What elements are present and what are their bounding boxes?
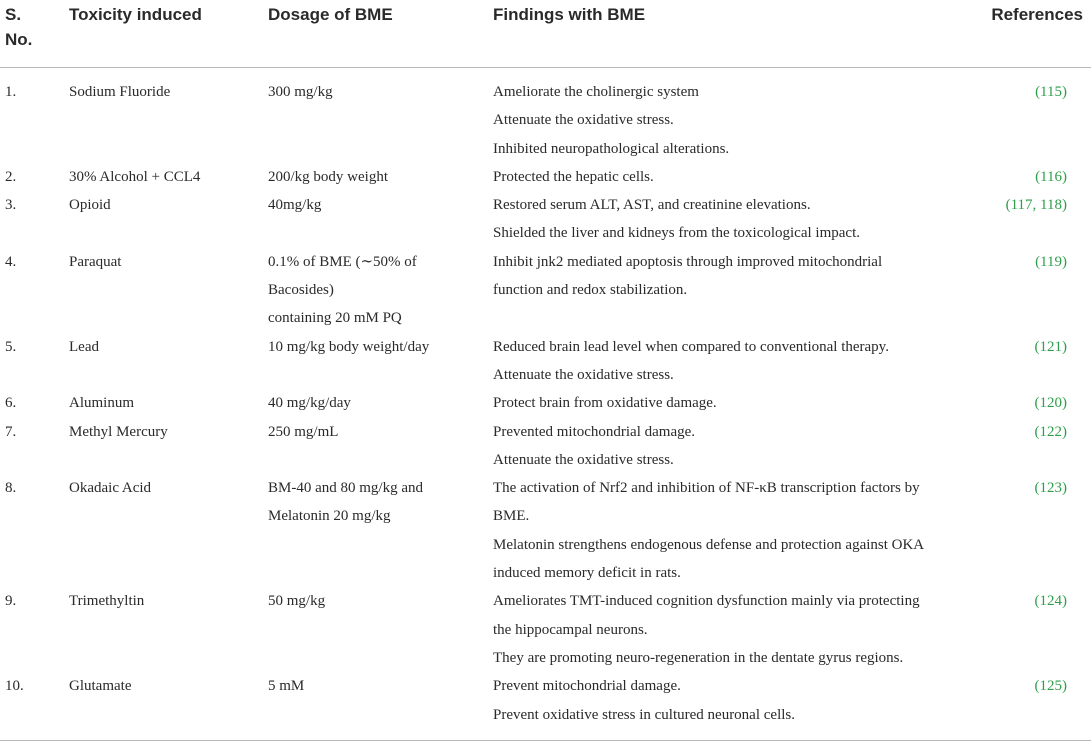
dosage-cell-line: Bacosides) [268, 282, 334, 299]
header-rule [0, 67, 1091, 68]
toxicity-cell: Trimethyltin [69, 593, 145, 610]
findings-cell-line: Shielded the liver and kidneys from the toxicological impact. [493, 225, 860, 242]
findings-cell-line: Ameliorates TMT-induced cognition dysfunction mainly via protecting [493, 593, 920, 610]
dosage-cell-line: 250 mg/mL [268, 423, 339, 440]
dosage-cell-line: 5 mM [268, 678, 305, 695]
reference-link: (124) [1034, 593, 1067, 610]
dosage-cell-line: 0.1% of BME (∼50% of [268, 253, 417, 270]
toxicity-cell: Okadaic Acid [69, 480, 152, 497]
findings-cell-line: Restored serum ALT, AST, and creatinine elevations. [493, 197, 811, 214]
findings-cell [493, 78, 963, 163]
findings-cell-line: Reduced brain lead level when compared to conventional therapy. [493, 338, 889, 355]
row-number: 4. [5, 253, 17, 270]
dosage-cell [268, 333, 483, 361]
findings-cell-line: Protect brain from oxidative damage. [493, 395, 717, 412]
toxicity-cell: Sodium Fluoride [69, 84, 171, 100]
dosage-cell-line: Melatonin 20 mg/kg [268, 508, 391, 525]
findings-cell-line: function and redox stabilization. [493, 282, 688, 299]
findings-cell [493, 418, 963, 475]
findings-cell [493, 389, 963, 417]
toxicity-cell: Aluminum [69, 395, 135, 412]
dosage-cell-line: 300 mg/kg [268, 84, 333, 100]
toxicity-cell: Glutamate [69, 678, 132, 695]
dosage-cell-line: BM-40 and 80 mg/kg and [268, 480, 423, 497]
findings-cell [493, 191, 963, 248]
dosage-cell-line: 200/kg body weight [268, 168, 388, 185]
reference-link: (125) [1034, 678, 1067, 695]
findings-cell-line: Inhibit jnk2 mediated apoptosis through improved mitochondrial [493, 253, 883, 270]
reference-link: (116) [1035, 168, 1067, 185]
findings-cell [493, 587, 963, 672]
findings-cell-line: Prevented mitochondrial damage. [493, 423, 696, 440]
findings-cell-line: Attenuate the oxidative stress. [493, 112, 674, 129]
row-number: 8. [5, 480, 17, 497]
header-sno-line-1: S. [5, 5, 22, 24]
toxicity-cell: Lead [69, 338, 99, 355]
findings-cell-line: Attenuate the oxidative stress. [493, 451, 674, 468]
toxicity-cell: Opioid [69, 197, 111, 214]
dosage-cell [268, 248, 483, 333]
toxicity-cell: Paraquat [69, 253, 122, 270]
dosage-cell [268, 78, 483, 106]
header-sno [5, 2, 32, 52]
toxicity-cell: 30% Alcohol + CCL4 [69, 168, 201, 185]
row-number: 2. [5, 168, 17, 185]
header-toxicity: Toxicity induced [69, 5, 202, 24]
findings-cell [493, 333, 963, 390]
findings-cell-line: Inhibited neuropathological alterations. [493, 140, 730, 157]
row-number: 3. [5, 197, 17, 214]
findings-cell [493, 474, 963, 587]
dosage-cell [268, 191, 483, 219]
findings-cell-line: Protected the hepatic cells. [493, 168, 654, 185]
row-number: 5. [5, 338, 17, 355]
findings-cell-line: BME. [493, 508, 530, 525]
reference-link: (117, 118) [1005, 197, 1067, 214]
reference-link: (123) [1034, 480, 1067, 497]
bottom-rule [0, 740, 1091, 741]
findings-cell-line: Ameliorate the cholinergic system [493, 84, 699, 100]
findings-cell [493, 248, 963, 305]
dosage-cell [268, 389, 483, 417]
findings-cell-line: Prevent mitochondrial damage. [493, 678, 681, 695]
row-number: 9. [5, 593, 17, 610]
reference-link: (119) [1035, 253, 1067, 270]
header-references: References [991, 5, 1083, 24]
row-number: 1. [5, 84, 17, 100]
dosage-cell-line: 10 mg/kg body weight/day [268, 338, 430, 355]
reference-link: (122) [1034, 423, 1067, 440]
dosage-cell [268, 474, 483, 531]
table-header [0, 0, 1091, 66]
row-number: 10. [5, 678, 24, 695]
findings-cell [493, 163, 963, 191]
dosage-cell [268, 672, 483, 700]
findings-cell-line: the hippocampal neurons. [493, 621, 648, 638]
reference-link: (121) [1034, 338, 1067, 355]
reference-link: (120) [1034, 395, 1067, 412]
header-findings: Findings with BME [493, 5, 646, 24]
row-number: 7. [5, 423, 17, 440]
findings-cell-line: Melatonin strengthens endogenous defense and protection against OKA [493, 536, 925, 553]
findings-cell-line: induced memory deficit in rats. [493, 565, 681, 582]
dosage-cell-line: containing 20 mM PQ [268, 310, 402, 327]
dosage-cell-line: 40mg/kg [268, 197, 322, 214]
row-number: 6. [5, 395, 17, 412]
findings-cell-line: Prevent oxidative stress in cultured neuronal cells. [493, 706, 795, 723]
dosage-cell-line: 40 mg/kg/day [268, 395, 351, 412]
dosage-cell [268, 163, 483, 191]
header-dosage: Dosage of BME [268, 5, 393, 24]
reference-link: (115) [1035, 84, 1067, 100]
header-sno-line-2: No. [5, 30, 33, 49]
findings-cell [493, 672, 963, 729]
dosage-cell-line: 50 mg/kg [268, 593, 326, 610]
findings-cell-line: The activation of Nrf2 and inhibition of NF-κB transcription factors by [493, 480, 920, 497]
dosage-cell [268, 587, 483, 615]
dosage-cell [268, 418, 483, 446]
findings-cell-line: Attenuate the oxidative stress. [493, 366, 674, 383]
findings-cell-line: They are promoting neuro-regeneration in the dentate gyrus regions. [493, 649, 904, 666]
toxicity-cell: Methyl Mercury [69, 423, 168, 440]
